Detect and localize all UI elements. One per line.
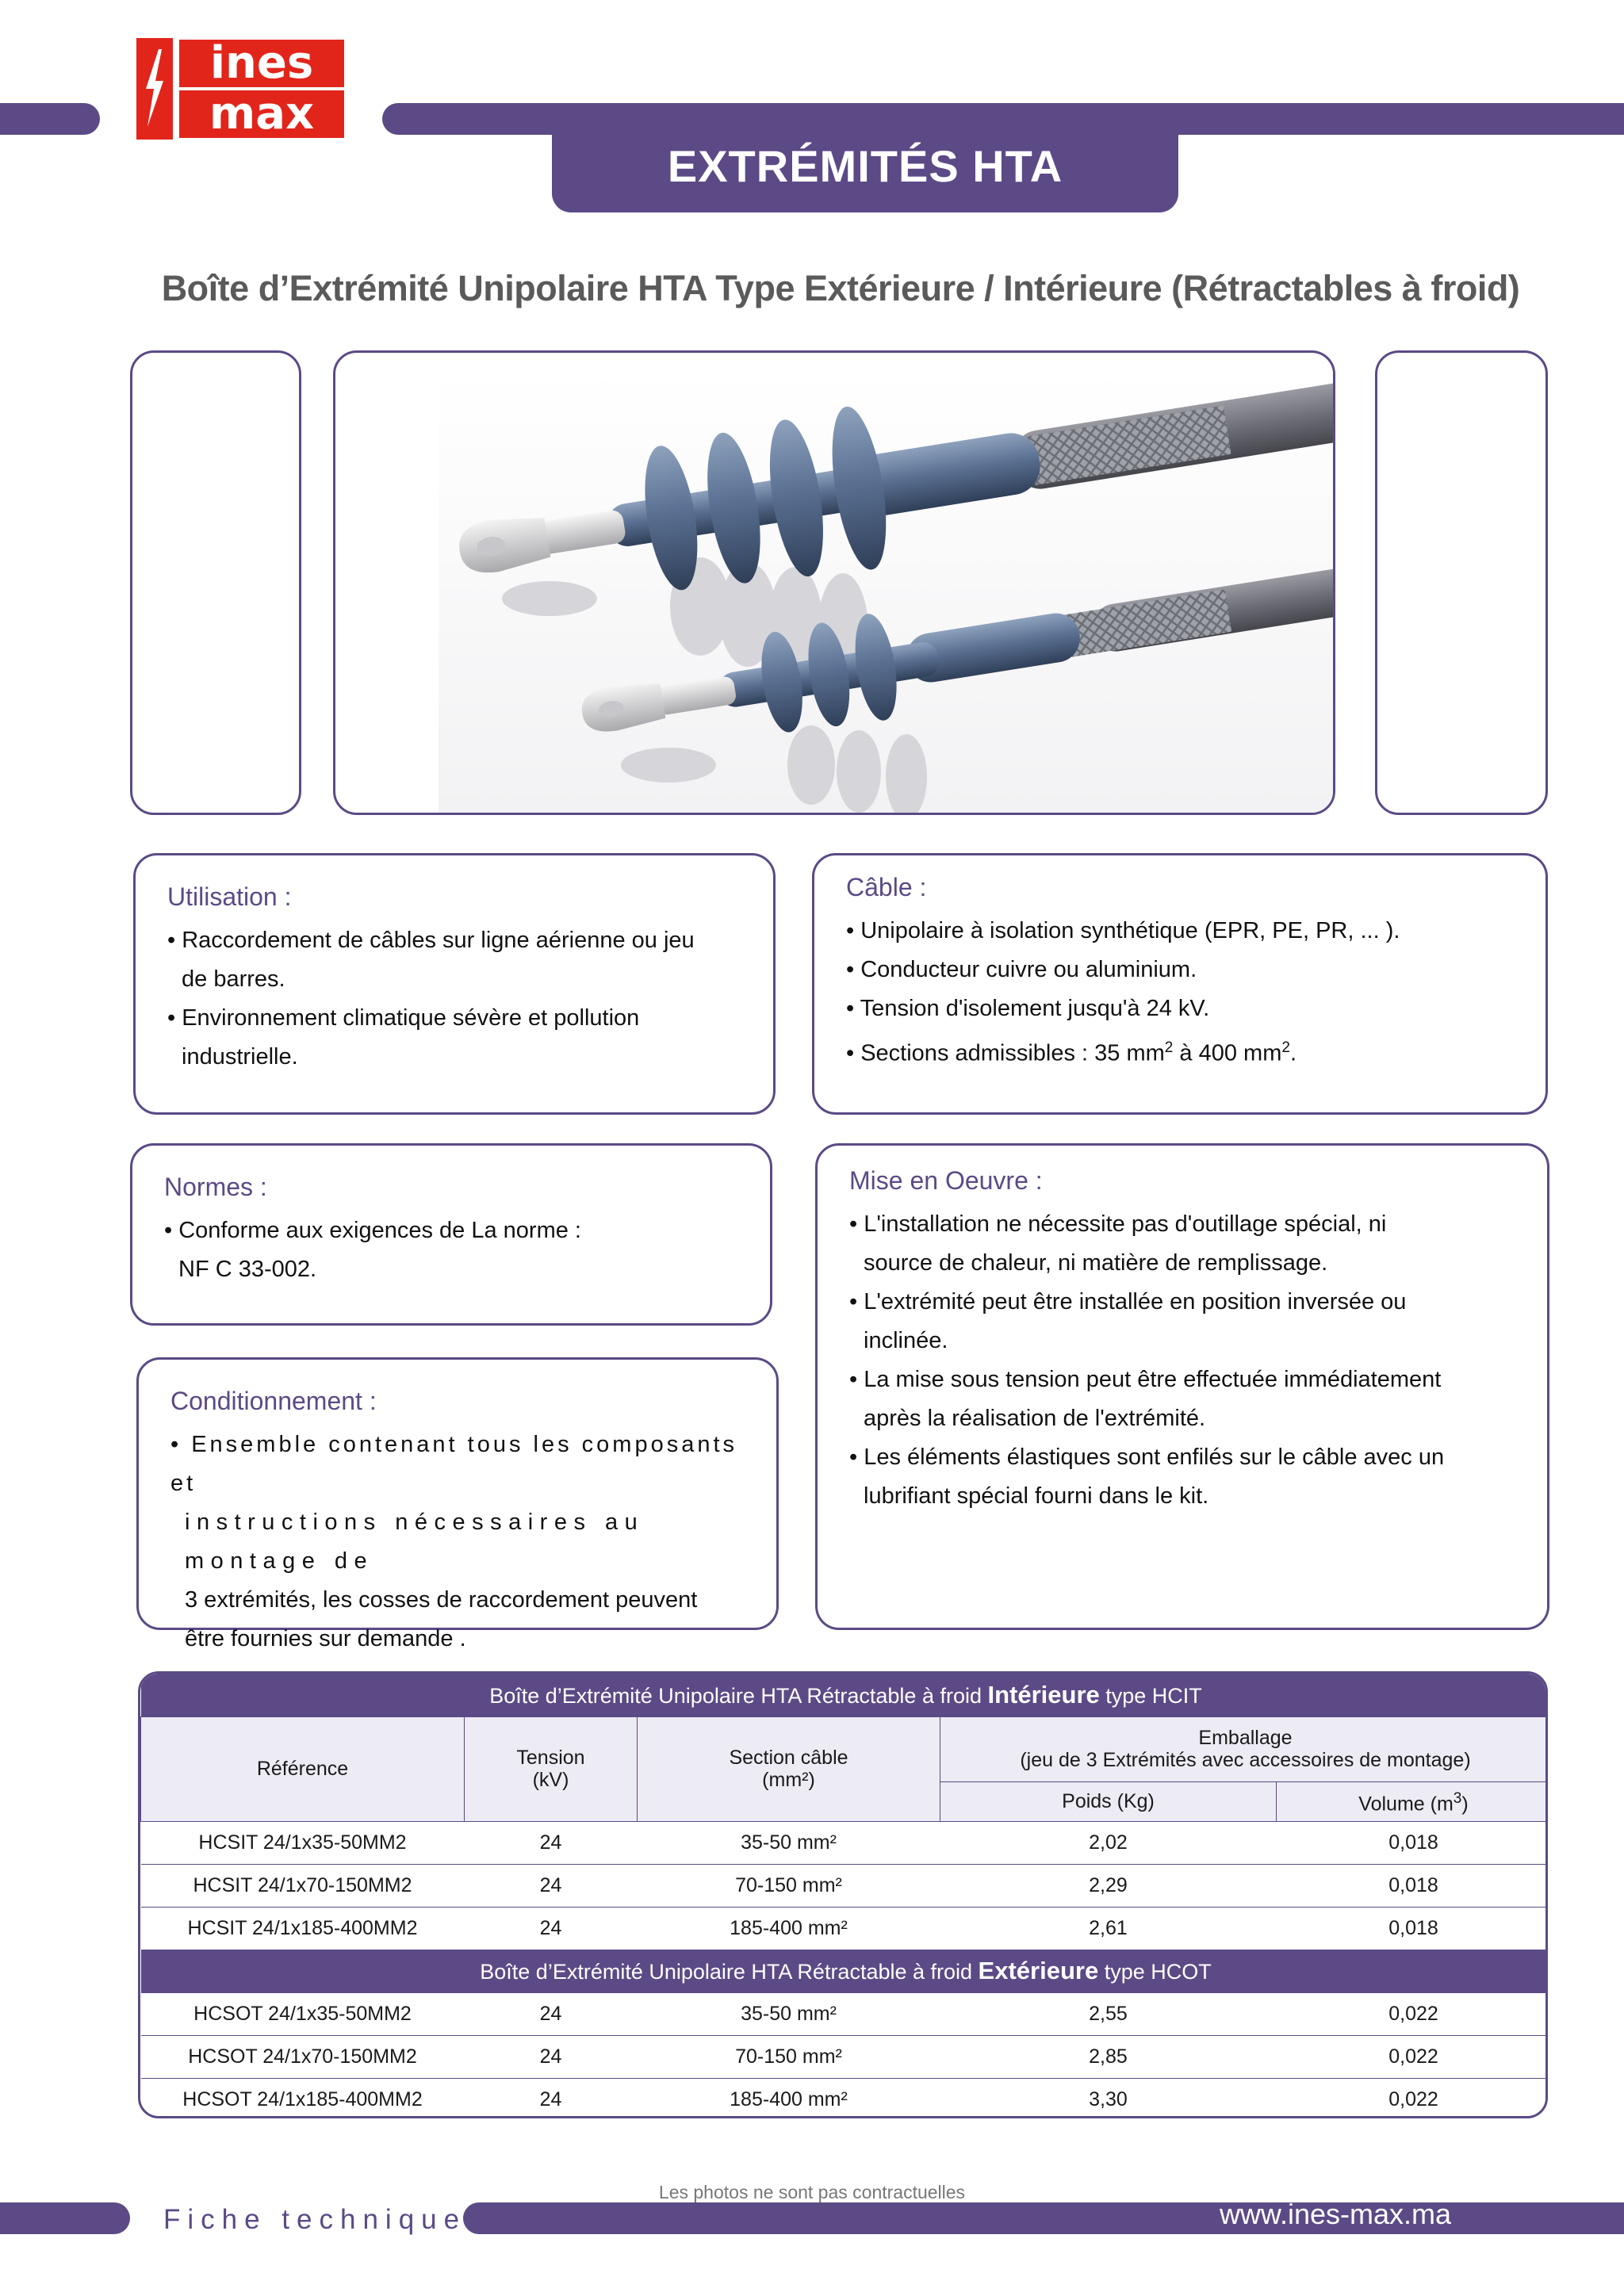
mise-line: • L'installation ne nécessite pas d'outillage spécial, ni: [849, 1211, 1387, 1237]
product-photo-frame: [333, 350, 1335, 815]
col-header-poids: Poids (Kg): [940, 1781, 1277, 1821]
mise-line: source de chaleur, ni matière de remplissage.: [864, 1250, 1328, 1276]
table-row: [141, 1821, 1549, 1864]
cable-heading: Câble :: [846, 873, 927, 901]
utilisation-line: de barres.: [182, 966, 285, 992]
image-frame-right: [1375, 350, 1548, 815]
logo-text-max: max: [209, 88, 315, 140]
conditionnement-box: [136, 1357, 779, 1651]
col-header-section: Section câble (mm²): [638, 1716, 940, 1821]
utilisation-box: [133, 853, 776, 1115]
conditionnement-line: être fournies sur demande .: [185, 1626, 466, 1651]
col-header-reference: Référence: [141, 1716, 465, 1821]
table-row: [141, 2078, 1549, 2118]
cable-line: • Unipolaire à isolation synthétique (EPR, PE, PR, ... ).: [846, 918, 1400, 943]
mise-line: après la réalisation de l'extrémité.: [864, 1406, 1206, 1431]
table-cell: 35-50 mm²: [638, 1821, 940, 1864]
conditionnement-line: 3 extrémités, les cosses de raccordement peuvent: [185, 1587, 698, 1613]
table-cell: 70-150 mm²: [638, 2035, 940, 2078]
normes-line: NF C 33-002.: [178, 1257, 317, 1282]
logo-text-ines: ines: [209, 38, 314, 89]
cable-box: [812, 853, 1548, 1115]
table-cell: 0,022: [1277, 2035, 1549, 2078]
cable-line-sections: • Sections admissibles : 35 $mm^2$ à 400 $mm^2$.: [846, 1039, 1297, 1066]
mise-line: • La mise sous tension peut être effectuée immédiatement: [849, 1367, 1442, 1392]
page-title: EXTRÉMITÉS HTA: [667, 140, 1063, 191]
table-cell: 2,85: [940, 2035, 1277, 2078]
table-cell: 2,02: [940, 1821, 1277, 1864]
footer-fiche-technique: Fiche technique: [163, 2204, 467, 2235]
table-cell: HCSOT 24/1x35-50MM2: [141, 1992, 465, 2035]
cable-line: • Conducteur cuivre ou aluminium.: [846, 957, 1197, 982]
table-row: [141, 2035, 1549, 2078]
image-frame-left: [130, 350, 301, 815]
mise-line: • L'extrémité peut être installée en position inversée ou: [849, 1289, 1407, 1314]
table-cell: 0,018: [1277, 1821, 1549, 1864]
table-cell: 0,018: [1277, 1907, 1549, 1950]
table-cell: 185-400 mm²: [638, 2078, 940, 2118]
utilisation-line: industrielle.: [182, 1044, 298, 1070]
col-header-volume: Volume $(m^3)$: [1277, 1781, 1549, 1821]
normes-heading: Normes :: [164, 1173, 267, 1201]
ines-max-logo: [136, 38, 344, 140]
page-title-tab: [552, 119, 1178, 212]
utilisation-heading: Utilisation :: [167, 882, 292, 911]
normes-box: [130, 1143, 772, 1326]
conditionnement-line: • Ensemble contenant tous les composants et: [170, 1432, 738, 1496]
table-cell: 3,30: [940, 2078, 1277, 2118]
table-cell: HCSOT 24/1x70-150MM2: [141, 2035, 465, 2078]
mise-en-oeuvre-heading: Mise en Oeuvre :: [849, 1166, 1043, 1195]
table-cell: HCSIT 24/1x185-400MM2: [141, 1907, 465, 1950]
table-cell: 35-50 mm²: [638, 1992, 940, 2035]
table-cell: 24: [465, 2035, 638, 2078]
col-header-emballage: Emballage (jeu de 3 Extrémités avec accessoires de montage): [940, 1716, 1549, 1781]
conditionnement-line: instructions nécessaires au montage de: [185, 1510, 645, 1574]
mise-line: inclinée.: [864, 1328, 948, 1353]
page-subtitle: Boîte d’Extrémité Unipolaire HTA Type Extérieure / Intérieure (Rétractables à froid): [161, 268, 1520, 308]
photo-disclaimer: Les photos ne sont pas contractuelles: [658, 2182, 966, 2202]
table-caption-exterieure: Boîte d’Extrémité Unipolaire HTA Rétractable à froid Extérieure type HCOT: [141, 1950, 1549, 1992]
table-cell: 24: [465, 1821, 638, 1864]
product-table: [138, 1671, 1548, 2118]
normes-line: • Conforme aux exigences de La norme :: [164, 1218, 581, 1243]
table-cell: 185-400 mm²: [638, 1907, 940, 1950]
mise-line: • Les éléments élastiques sont enfilés sur le câble avec un: [849, 1445, 1445, 1470]
footer-website-link[interactable]: www.ines-max.ma: [1219, 2198, 1451, 2230]
mise-line: lubrifiant spécial fourni dans le kit.: [864, 1483, 1209, 1509]
cable-termination-photo: [335, 353, 1335, 815]
footer-band-left: [0, 2202, 130, 2234]
table-cell: HCSOT 24/1x185-400MM2: [141, 2078, 465, 2118]
conditionnement-heading: Conditionnement :: [170, 1387, 377, 1415]
table-cell: 24: [465, 2078, 638, 2118]
mise-en-oeuvre-box: [815, 1143, 1549, 1630]
table-cell: 70-150 mm²: [638, 1864, 940, 1907]
col-header-tension: Tension (kV): [465, 1716, 638, 1821]
table-cell: 2,29: [940, 1864, 1277, 1907]
table-cell: 0,018: [1277, 1864, 1549, 1907]
table-cell: 24: [465, 1864, 638, 1907]
table-cell: 0,022: [1277, 1992, 1549, 2035]
table-cell: 2,61: [940, 1907, 1277, 1950]
table-row: [141, 1992, 1549, 2035]
table-caption-interieure: Boîte d’Extrémité Unipolaire HTA Rétractable à froid Intérieure type HCIT: [141, 1674, 1549, 1716]
cable-line: • Tension d'isolement jusqu'à 24 kV.: [846, 996, 1210, 1021]
table-row: [141, 1907, 1549, 1950]
table-row: [141, 1864, 1549, 1907]
table-cell: 2,55: [940, 1992, 1277, 2035]
table-cell: 0,022: [1277, 2078, 1549, 2118]
utilisation-line: • Environnement climatique sévère et pollution: [167, 1005, 640, 1031]
table-cell: 24: [465, 1907, 638, 1950]
utilisation-line: • Raccordement de câbles sur ligne aérienne ou jeu: [167, 928, 695, 953]
table-cell: HCSIT 24/1x35-50MM2: [141, 1821, 465, 1864]
table-cell: HCSIT 24/1x70-150MM2: [141, 1864, 465, 1907]
table-cell: 24: [465, 1992, 638, 2035]
header-band-left: [0, 103, 100, 135]
